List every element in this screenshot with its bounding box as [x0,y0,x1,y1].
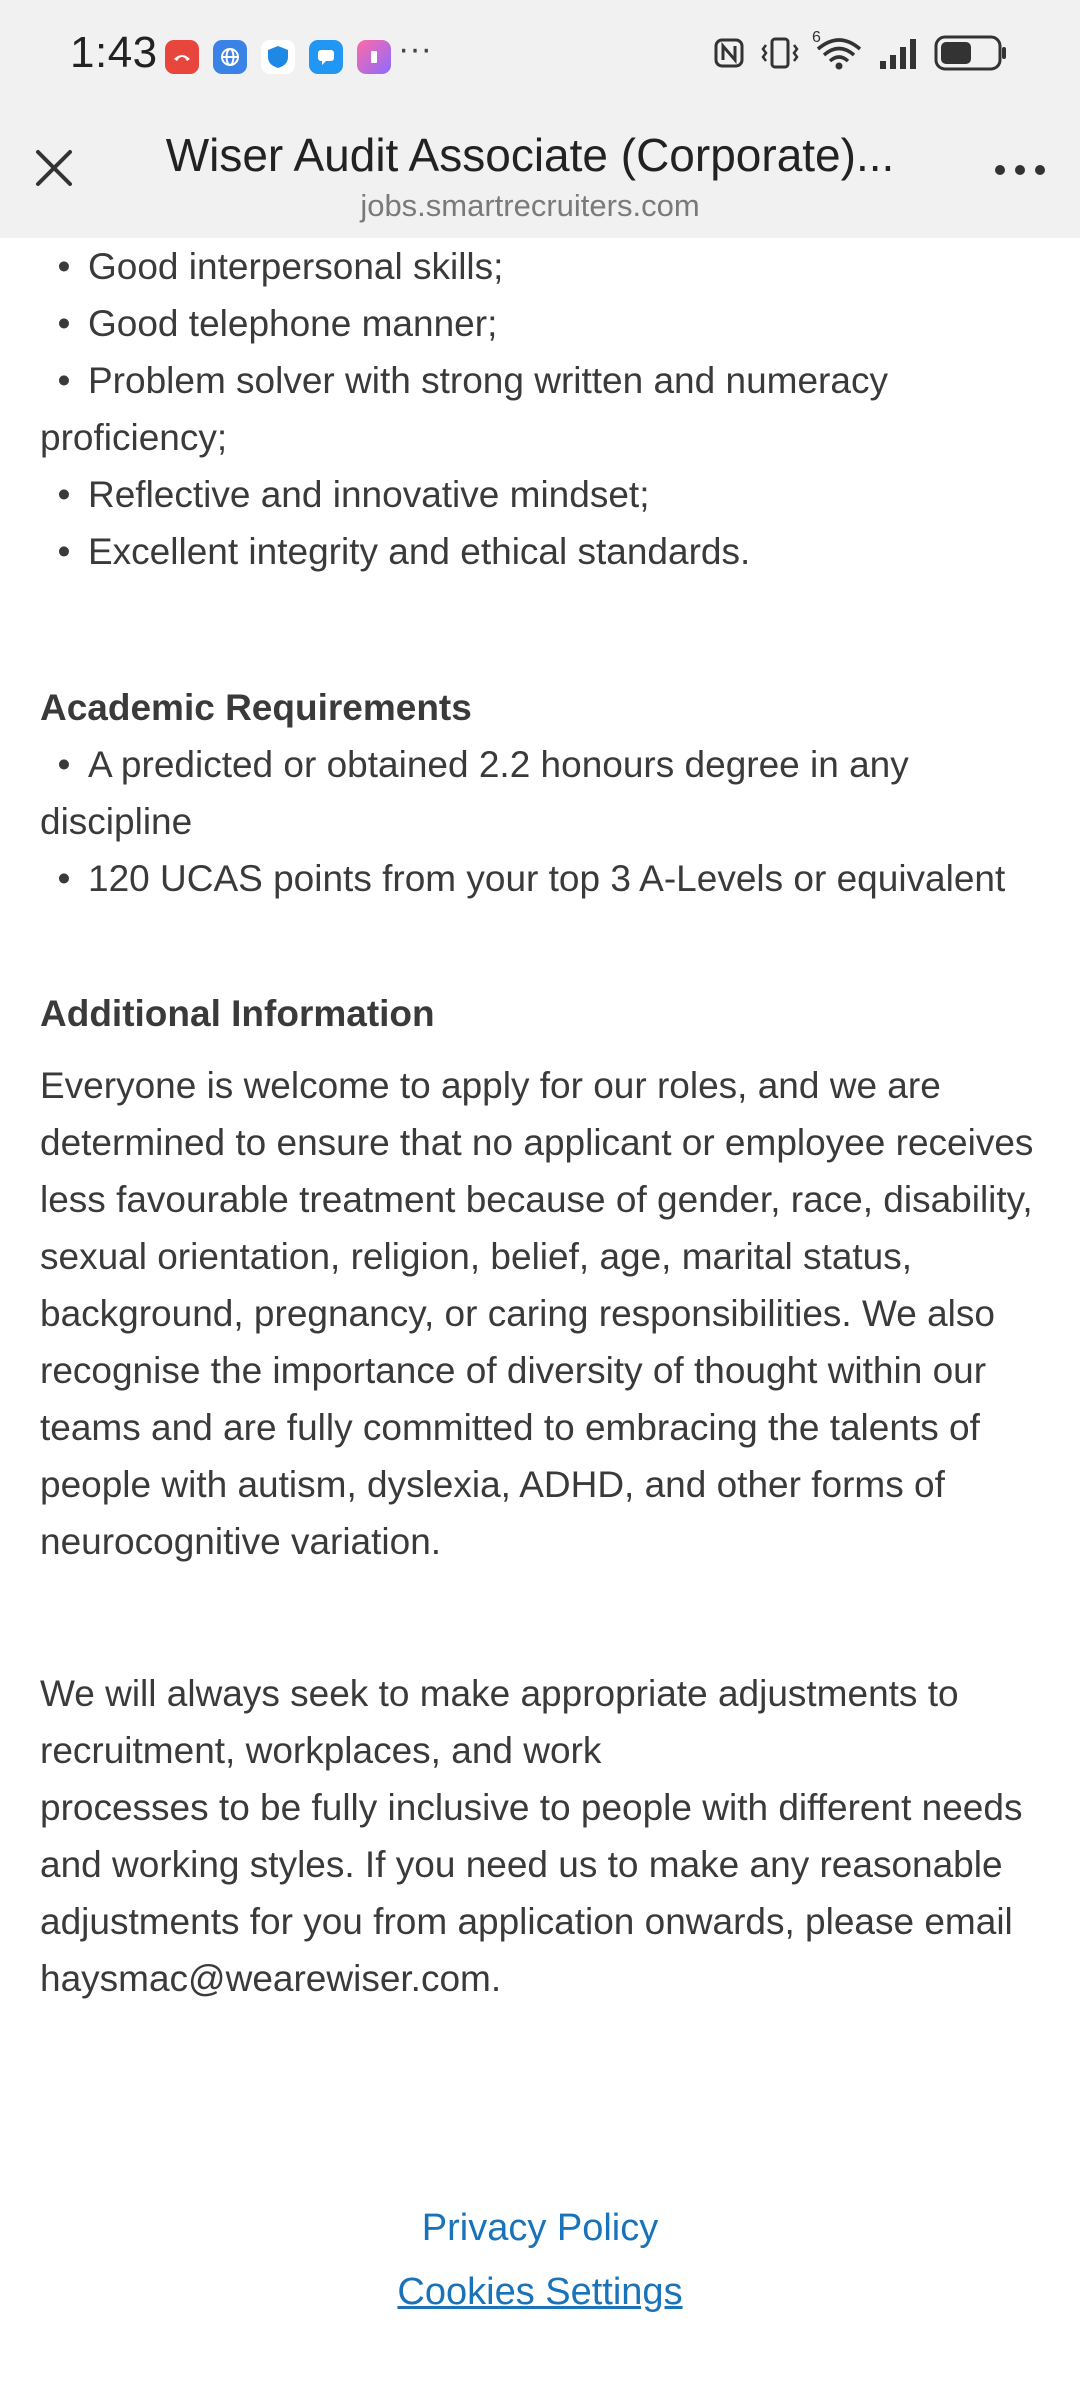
wifi-label: 6 [812,29,821,46]
list-item: • Good interpersonal skills; [40,238,1040,295]
vibrate-icon [760,35,800,71]
close-button[interactable] [26,140,82,196]
browser-nav-bar [0,110,1080,238]
app-icon [357,40,391,74]
system-icons [712,29,1008,72]
top-bar [0,0,1080,238]
bullet-icon: • [57,246,71,287]
list-item: • 120 UCAS points from your top 3 A-Levels or equivalent [40,850,1040,907]
bullet-icon: • [57,531,71,572]
list-item: • Problem solver with strong written and numeracy proficiency; [40,352,1040,466]
nfc-icon [712,36,746,70]
wifi-icon [812,29,864,71]
bullet-icon: • [57,744,71,785]
list-item: • Good telephone manner; [40,295,1040,352]
list-item: • Excellent integrity and ethical standards. [40,523,1040,580]
status-bar [0,0,1080,110]
status-time: 1:43 [70,28,158,77]
bullet-icon: • [57,303,71,344]
privacy-policy-link[interactable]: Privacy Policy [421,2207,659,2249]
bullet-icon: • [57,474,71,515]
page-url: jobs.smartrecruiters.com [360,188,700,223]
close-icon [32,146,76,190]
bullet-icon: • [57,360,71,401]
signal-icon [878,37,920,69]
bullet-icon: • [57,858,71,899]
page-title: Wiser Audit Associate (Corporate)... [165,129,895,181]
skills-list [40,238,1040,580]
list-item: • Reflective and innovative mindset; [40,466,1040,523]
footer-links [0,2196,1080,2324]
academic-requirements-heading: Academic Requirements [40,687,472,728]
job-description-content [40,238,1040,2007]
battery-icon [934,34,1008,72]
adjustments-paragraph-line1: We will always seek to make appropriate adjustments to recruitment, workplaces, and work [40,1673,959,1771]
additional-information-heading: Additional Information [40,993,435,1034]
shield-icon [261,40,295,74]
more-horizontal-icon [993,163,1047,177]
browser-icon [213,40,247,74]
more-options-button[interactable] [988,146,1052,194]
list-item: • A predicted or obtained 2.2 honours degree in any discipline [40,736,1040,850]
notification-icons [165,40,391,74]
academic-requirements-list [40,736,1040,907]
cookies-settings-link[interactable]: Cookies Settings [397,2271,683,2313]
message-icon [309,40,343,74]
more-notifications-icon: ··· [398,30,432,68]
adjustments-paragraph-line2: processes to be fully inclusive to people with different needs and working styles. If you need us to make any reasonable adjustments for you from application onwards, please email haysmac@wearewiser.com. [40,1787,1023,1999]
additional-info-paragraph: Everyone is welcome to apply for our roles, and we are determined to ensure that no applicant or employee receives less favourable treatment because of gender, race, disability, sexual orientation, religion, belief, age, marital status, background, pregnancy, or caring responsibilities. We also recognise the importance of diversity of thought within our teams and are fully committed to embracing the talents of people with autism, dyslexia, ADHD, and other forms of neurocognitive variation. [40,1065,1034,1562]
missed-call-icon [165,40,199,74]
